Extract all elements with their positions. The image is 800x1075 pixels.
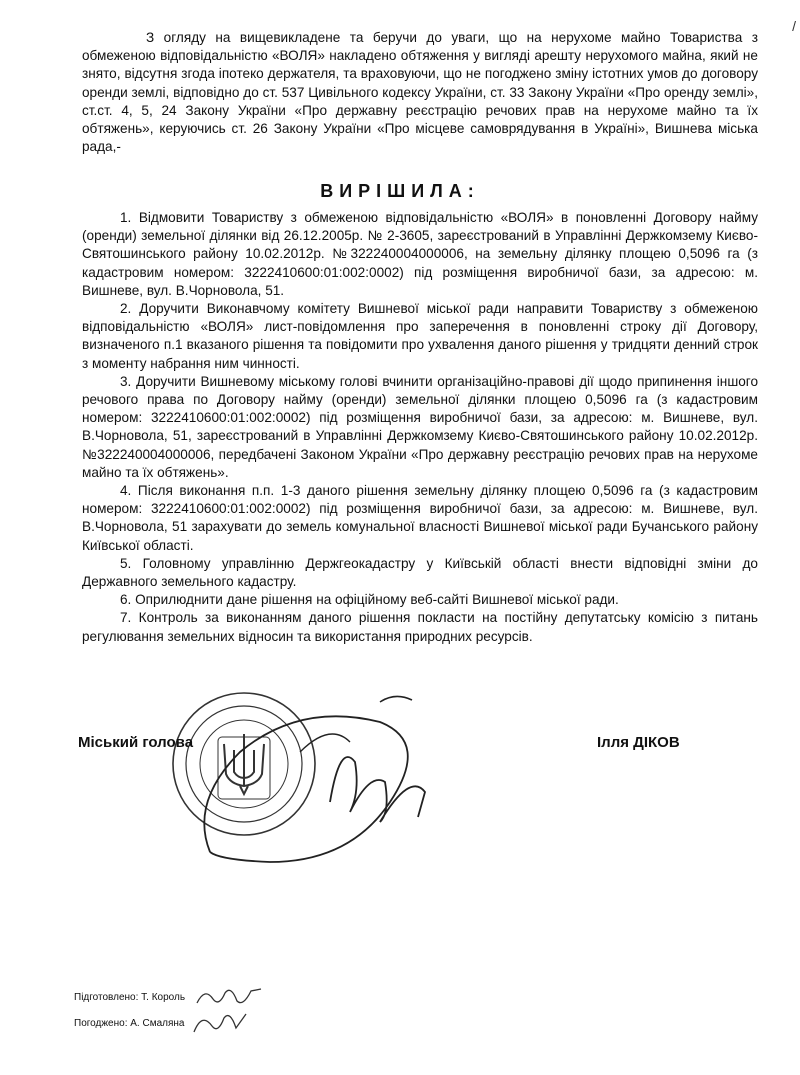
decision-item-1: 1. Відмовити Товариству з обмеженою відповідальністю «ВОЛЯ» в поновленні Договору найму (оренди) земельної ділянки від 26.12.2005р. № 2-3605, зареєстрований в Управлінні Держкомзему Києво-Святошинського району 10.02.2012р. №322240004000006, на земельну ділянку площею 0,5096 га (з кадастровим номером: 3222410600:01:002:0002) під розміщення виробничої бази, за адресою: м. Вишневе, вул. В.Чорновола, 51. (82, 210, 758, 298)
decision-item-2: 2. Доручити Виконавчому комітету Вишневої міської ради направити Товариству з обмеженою відповідальністю «ВОЛЯ» лист-повідомлення про заперечення в поновленні строку дії Договору, визначеного п.1 вказаного рішення та повідомити про ухвалення даного рішення у тридцяти денний строк з моменту набрання ним чинності. (82, 301, 758, 371)
decision-item-7: 7. Контроль за виконанням даного рішення покласти на постійну депутатську комісію з питань регулювання земельних відносин та використання природних ресурсів. (82, 610, 758, 644)
agreed-signature (190, 1008, 250, 1036)
intro-paragraph: З огляду на вищевикладене та беручи до уваги, що на нерухоме майно Товариства з обмеженою відповідальністю «ВОЛЯ» накладено обтяження у вигляді арешту нерухомого майна, який не знято, відсутня згода іпотеко держателя, та враховуючи, що не погоджено зміну істотних умов до договору оренди землі, відповідно до ст. 537 Цивільного кодексу України, ст. 33 Закону України «Про оренду землі», ст.ст. 4, 5, 24 Закону України «Про державну реєстрацію речових прав на нерухоме майно та їх обтяжень», керуючись ст. 26 Закону України «Про місцеве самоврядування в Україні», Вишнева міська рада,- (82, 30, 758, 155)
signatory-title: Міський голова (78, 734, 194, 751)
decision-item-5: 5. Головному управлінню Держгеокадастру у Київській області внести відповідні зміни до Державного земельного кадастру. (82, 555, 758, 590)
decision-item-3: 3. Доручити Вишневому міському голові вчинити організаційно-правові дії щодо припинення іншого речового права по Договору найму (оренди) земельної ділянки площею 0,5096 га (з кадастровим номером: 3222410600:01:002:0002) під розміщення виробничої бази, за адресою: м. Вишневе, вул. В.Чорновола, 51, зареєстрований в Управлінні Держкомзему Києво-Святошинського району 10.02.2012р. №322240004000006, передбачені Законом України «Про державну реєстрацію речових прав на нерухоме майно та їх обтяжень». (82, 373, 758, 480)
mayor-signature (180, 682, 500, 882)
agreed-by: Погоджено: А. Смаляна (74, 1018, 185, 1029)
signatory-name: Ілля ДІКОВ (597, 734, 680, 751)
decision-heading: ВИРІШИЛА: (320, 181, 480, 201)
prepared-signature (195, 985, 265, 1009)
margin-mark: / (792, 18, 796, 34)
decision-items (82, 209, 758, 646)
prepared-by: Підготовлено: Т. Король (74, 992, 186, 1003)
decision-item-4: 4. Після виконання п.п. 1-3 даного рішення земельну ділянку площею 0,5096 га (з кадастровим номером: 3222410600:01:002:0002) під розміщення виробничої бази, за адресою: м. Вишневе, вул. В.Чорновола, 51 зарахувати до земель комунальної власності Вишневої міської ради Бучанського району Київської області. (82, 483, 758, 553)
decision-item-6: 6. Оприлюднити дане рішення на офіційному веб-сайті Вишневої міської ради. (120, 592, 619, 608)
